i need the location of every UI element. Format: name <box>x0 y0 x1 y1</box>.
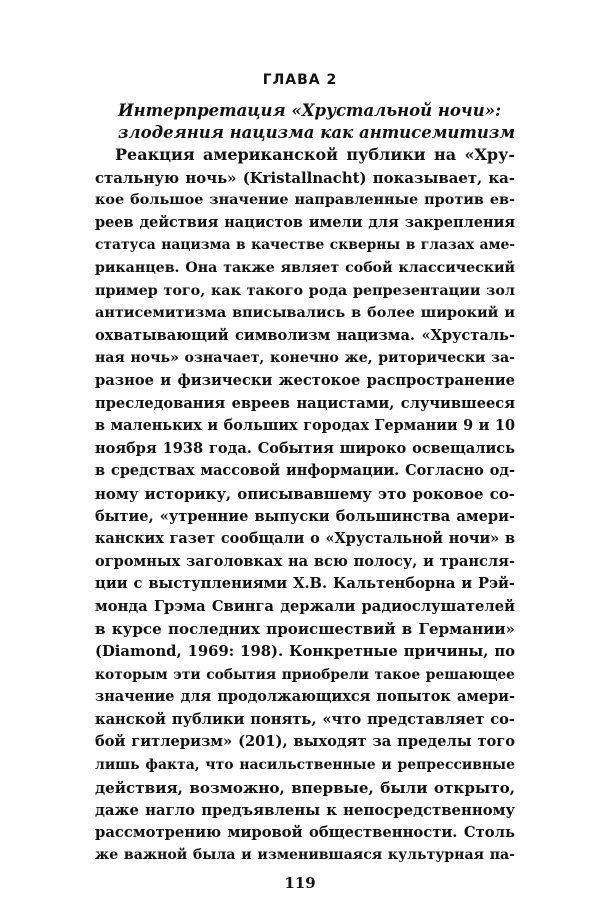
text-line: рассмотрению мировой общественности. Столь <box>95 823 515 841</box>
text-line: действия, возможно, впервые, были открыто, <box>95 778 515 797</box>
text-line: лишь факта, что насильственные и репрессивные <box>95 757 515 774</box>
text-line: преследования евреев нацистами, случившееся <box>95 394 515 412</box>
text-line: которым эти события приобрели такое решающее <box>95 666 515 683</box>
text-line: охватывающий символизм нацизма. «Хрусталь- <box>95 326 515 344</box>
text-line: в курсе последних происшествий в Германии» <box>95 620 515 639</box>
section-heading-line: Интерпретация «Хрустальной ночи»: <box>118 101 502 120</box>
text-line: даже нагло предъявлены к непосредственному <box>95 801 515 820</box>
text-line: ноября 1938 года. События широко освещались <box>95 439 515 457</box>
text-line: бой гитлеризм» (201), выходят за пределы того <box>95 733 515 751</box>
body-paragraph <box>95 144 515 867</box>
text-line: бытие, «утренние выпуски большинства амери- <box>95 507 515 525</box>
text-line: Реакция американской публики на «Хру- <box>115 145 515 164</box>
text-line: пример того, как такого рода репрезентации зол <box>95 282 515 299</box>
text-line: (Diamond, 1969: 198). Конкретные причины, по <box>95 643 515 661</box>
section-heading-line: злодеяния нацизма как антисемитизм <box>118 123 516 142</box>
text-line: антисемитизма вписывались в более широкий и <box>95 304 515 322</box>
text-line: монда Грэма Свинга держали радиослушателей <box>95 597 515 615</box>
text-line: ная ночь» означает, конечно же, риторически за- <box>95 350 515 367</box>
text-line: кое большое значение направленные против ев- <box>95 191 515 209</box>
text-line: в маленьких и больших городах Германии 9 и 10 <box>95 417 515 435</box>
text-line: разное и физически жестокое распространение <box>95 371 515 389</box>
page-number: 119 <box>284 874 316 892</box>
text-line: реев действия нацистов имели для закрепления <box>95 213 515 231</box>
text-line: стальную ночь» (Kristallnacht) показывает, ка- <box>95 168 515 187</box>
text-line: же важной была и изменившаяся культурная па- <box>95 847 515 864</box>
section-heading <box>118 100 518 144</box>
text-line: ному историку, описывавшему это роковое со- <box>95 484 515 503</box>
text-line: в средствах массовой информации. Согласно од- <box>95 462 515 480</box>
text-line: риканцев. Она также являет собой классический <box>95 259 515 276</box>
text-line: канской публики понять, «что представляет со- <box>95 710 515 728</box>
text-line: статуса нацизма в качестве скверны в глазах аме- <box>95 237 515 254</box>
text-line: огромных заголовках на всю полосу, и трансля- <box>95 552 515 570</box>
chapter-label: ГЛАВА 2 <box>262 72 338 88</box>
text-line: канских газет сообщали о «Хрустальной ночи» в <box>95 530 515 548</box>
text-line: ции с выступлениями Х.В. Кальтенборна и Рэй- <box>95 575 515 593</box>
text-line: значение для продолжающихся попыток амери- <box>95 688 515 706</box>
